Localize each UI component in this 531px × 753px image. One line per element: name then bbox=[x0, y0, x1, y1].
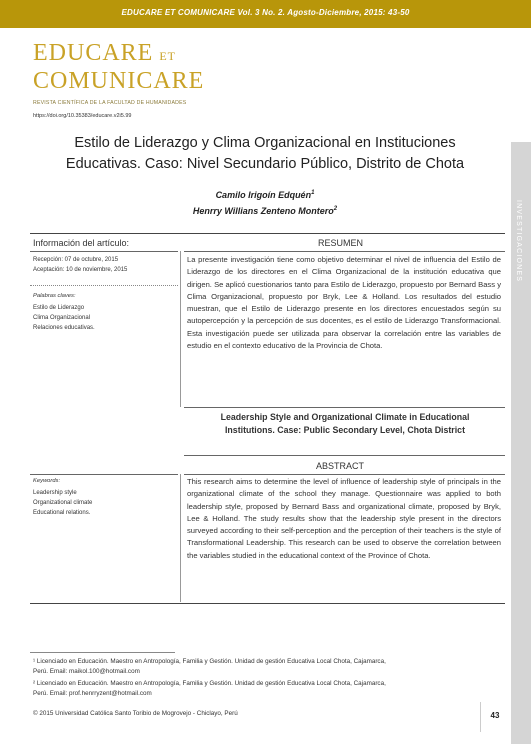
article-title bbox=[40, 133, 490, 175]
divider-dates bbox=[30, 285, 178, 286]
divider-abstract-right bbox=[184, 474, 505, 475]
author-2-footnote-mark: 2 bbox=[333, 206, 338, 212]
section-side-tab bbox=[511, 142, 531, 744]
footnote-2-line2: Perú. Email: prof.henrryzent@hotmail.com bbox=[33, 690, 152, 697]
author-2: Henrry Willians Zenteno Montero$^2$ bbox=[192, 206, 338, 216]
column-divider-abstract bbox=[180, 474, 181, 602]
keyword-en-2: Organizational climate bbox=[33, 500, 93, 506]
divider-top bbox=[30, 233, 505, 234]
footnote-1-line2: Perú. Email: maikol.100@hotmail.com bbox=[33, 668, 140, 675]
logo-line1: EDUCARE bbox=[33, 40, 154, 66]
divider-info-left bbox=[30, 251, 178, 252]
footnote-2-line1: ² Licenciado en Educación. Maestro en Antropología, Familia y Gestión. Unidad de gestión Educativa Local Chota, Cajamarca, bbox=[33, 680, 386, 687]
divider-en-title-top bbox=[184, 407, 505, 408]
page-number: 43 bbox=[480, 702, 509, 732]
keyword-es-3: Relaciones educativas. bbox=[33, 325, 95, 331]
journal-logo bbox=[33, 42, 204, 93]
logo-line1-small: ET bbox=[159, 49, 177, 63]
doi-link[interactable]: https://doi.org/10.35383/educare.v2i5.99 bbox=[33, 113, 132, 119]
title-line1: Estilo de Liderazgo y Clima Organizacional en Instituciones bbox=[74, 135, 456, 151]
logo-line2: COMUNICARE bbox=[33, 68, 205, 94]
author-1: Camilo Irigoín Edquén$^1$ bbox=[215, 190, 315, 200]
resumen-text: La presente investigación tiene como objetivo determinar el nivel de influencia del Estilo de Liderazgo de los directores en el Clima Organizacional de la institución educativa que dirigen. Se aplicó cuestionarios tanto para Estilo de Liderazgo, propuesto por Bernard Bass y Clima Organizacional, propuesto por Bryk, Lee & Holland. Los resultados del estudio muestran, que el Estilo de Liderazgo presente en los directores encuestados según su autopercepción y la percepción de sus docentes, es el estilo de Liderazgo Transformacional. Esta investigación puede ser utilizada para observar la correlación entre las variables de estudio en el contexto educativo de la Provincia de Chota. bbox=[187, 255, 501, 351]
accepted-date: Aceptación: 10 de noviembre, 2015 bbox=[33, 267, 128, 273]
english-title bbox=[187, 411, 503, 437]
keyword-es-2: Clima Organizacional bbox=[33, 315, 91, 321]
divider-abstract-bottom bbox=[30, 603, 505, 604]
keyword-en-3: Educational relations. bbox=[33, 510, 91, 516]
divider-resumen bbox=[184, 251, 505, 252]
column-divider-resumen bbox=[180, 251, 181, 407]
divider-abstract bbox=[30, 474, 178, 475]
keyword-es-1: Estilo de Liderazgo bbox=[33, 305, 85, 311]
journal-header-bar bbox=[0, 0, 531, 28]
english-title-line2: Institutions. Case: Public Secondary Level, Chota District bbox=[224, 425, 465, 435]
palabras-claves-heading: Palabras claves: bbox=[33, 293, 76, 299]
authors bbox=[40, 186, 490, 218]
copyright: © 2015 Universidad Católica Santo Toribio de Mogrovejo - Chiclayo, Perú bbox=[33, 710, 238, 717]
resumen-heading: RESUMEN bbox=[318, 238, 364, 248]
english-title-line1: Leadership Style and Organizational Climate in Educational bbox=[220, 412, 470, 422]
divider-abstract-top bbox=[184, 455, 505, 456]
footnote-1-line1: ¹ Licenciado en Educación. Maestro en Antropología, Familia y Gestión. Unidad de gestión Educativa Local Chota, Cajamarca, bbox=[33, 658, 386, 665]
journal-citation: EDUCARE ET COMUNICARE Vol. 3 No. 2. Agosto-Diciembre, 2015: 43-50 bbox=[121, 8, 410, 17]
received-date: Recepción: 07 de octubre, 2015 bbox=[33, 257, 119, 263]
keywords-heading: Keywords: bbox=[33, 478, 61, 484]
author-1-footnote-mark: 1 bbox=[311, 190, 315, 196]
footnote-rule bbox=[30, 652, 175, 653]
title-line2: Educativas. Caso: Nivel Secundario Público, Distrito de Chota bbox=[65, 156, 465, 172]
logo-tagline: REVISTA CIENTÍFICA DE LA FACULTAD DE HUMANIDADES bbox=[33, 100, 187, 106]
section-side-tab-label: INVESTIGACIONES bbox=[515, 200, 522, 283]
abstract-heading: ABSTRACT bbox=[316, 461, 365, 471]
article-info-heading: Información del artículo: bbox=[33, 238, 130, 248]
abstract-text: This research aims to determine the level of influence of leadership style of principals in the organizational climate of the school they manage. Questionnaire was applied to both leadership style, proposed by Bernard Bass and organizational climate, proposed by Bryk, Lee & Holland. The study results show that the leadership style present in the directors surveyed according to their self-perception and the perception of their teachers is the style of Transformational Leadership. This research can be used to observe the correlation between the variables studied in the educational context of the Province of Chota. bbox=[187, 477, 501, 560]
keyword-en-1: Leadership style bbox=[33, 490, 77, 496]
